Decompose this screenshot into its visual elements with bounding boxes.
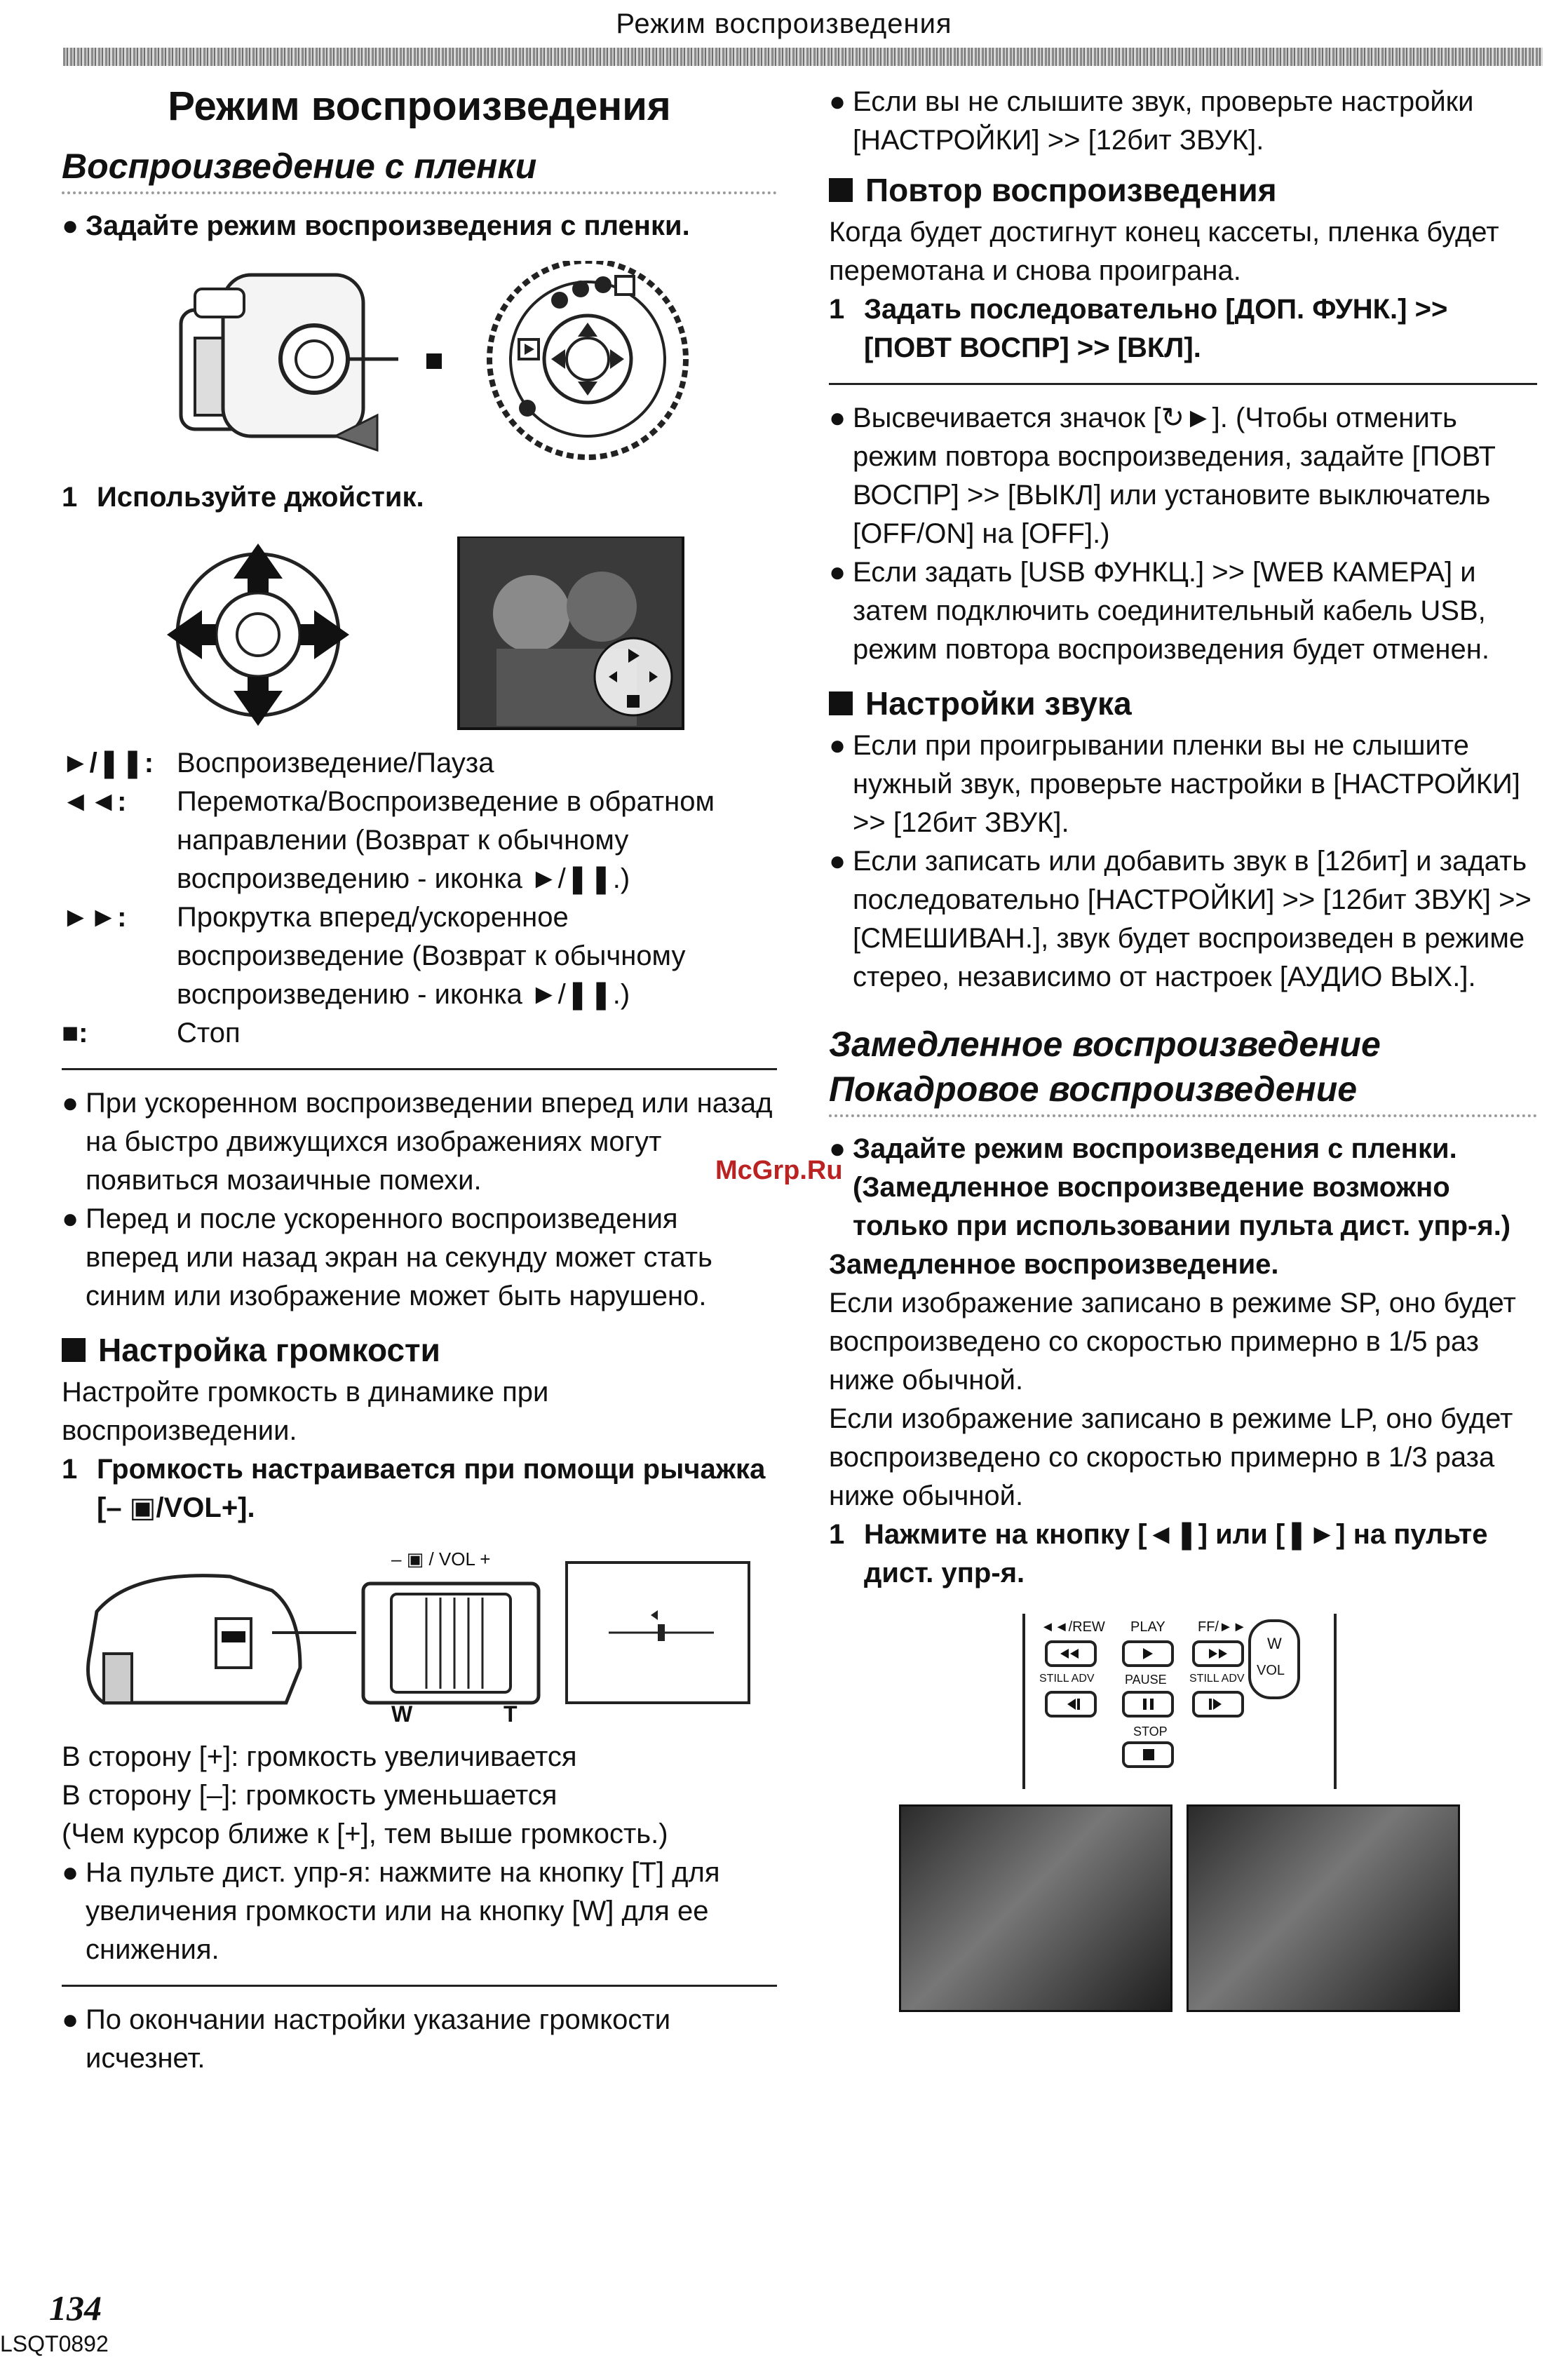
remote-w-label: W xyxy=(1267,1635,1282,1652)
camera-mode-dial-figure xyxy=(167,261,728,471)
note-mosaic: ● При ускоренном воспроизведении вперед или назад на быстро движущихся изображениях могут появиться мозаичные помехи. xyxy=(62,1088,773,1196)
right-column xyxy=(829,83,1537,2012)
joystick-controls-list xyxy=(62,744,777,1053)
lever-t-label: T xyxy=(503,1701,518,1727)
remote-stop-label: STOP xyxy=(1133,1725,1168,1739)
volume-cursor-line: (Чем курсор ближе к [+], тем выше громкость.) xyxy=(62,1818,668,1849)
volume-lever-figure xyxy=(62,1548,777,1727)
volume-up-line: В сторону [+]: громкость увеличивается xyxy=(62,1741,577,1772)
volume-intro: Настройте громкость в динамике при воспроизведении. xyxy=(62,1377,549,1446)
doc-code: LSQT0892 xyxy=(0,2331,109,2356)
frame-title: Покадровое воспроизведение xyxy=(829,1069,1358,1109)
remote-rew-label: ◄◄/REW xyxy=(1041,1619,1105,1635)
volume-remote-bullet: ● На пульте дист. упр-я: нажмите на кнопку [T] для увеличения громкости или на кнопку [W] для ее снижения. xyxy=(62,1857,720,1965)
note-blue-screen: ● Перед и после ускоренного воспроизведения вперед или назад экран на секунду может стать синим или изображение может быть нарушено. xyxy=(62,1203,712,1311)
joystick-figure xyxy=(62,536,777,733)
lever-w-label: W xyxy=(391,1701,413,1727)
slow-subheading: Замедленное воспроизведение. xyxy=(829,1249,1279,1280)
slow-title: Замедленное воспроизведение xyxy=(829,1025,1381,1064)
control-play-pause: ►/❚❚: Воспроизведение/Пауза xyxy=(62,748,494,778)
sound-heading: Настройки звука xyxy=(829,684,1537,722)
sound-check-bullet: ● Если вы не слышите звук, проверьте настройки [НАСТРОЙКИ] >> [12бит ЗВУК]. xyxy=(829,86,1474,156)
remote-illustration xyxy=(1018,1614,1341,1789)
sound-bullet-2: ● Если записать или добавить звук в [12бит] и задать последовательно [НАСТРОЙКИ] >> [12бит ЗВУК] >> [СМЕШИВАН.], звук будет воспроизведен в режиме стерео, независимо от настроек [АУДИО ВЫХ.]. xyxy=(829,846,1532,992)
sound-bullet-1: ● Если при проигрывании пленки вы не слышите нужный звук, проверьте настройки в [НАСТРОЙКИ] >> [12бит ЗВУК]. xyxy=(829,730,1520,838)
repeat-heading: Повтор воспроизведения xyxy=(829,171,1537,209)
remote-still-left-label: STILL ADV xyxy=(1039,1673,1095,1685)
photo-frame-2 xyxy=(1187,1804,1460,2012)
intro-bullet: ● Задайте режим воспроизведения с пленки. xyxy=(62,210,690,241)
slow-step: 1 Нажмите на кнопку [◄❚] или [❚►] на пульте дист. упр-я. xyxy=(829,1519,1488,1588)
playback-photos xyxy=(899,1804,1537,2012)
lever-label: – ▣ / VOL + xyxy=(391,1548,491,1570)
volume-down-line: В сторону [–]: громкость уменьшается xyxy=(62,1780,557,1811)
photo-frame-1 xyxy=(899,1804,1172,2012)
volume-step: 1 Громкость настраивается при помощи рычажка [– ▣/VOL+]. xyxy=(62,1454,766,1523)
control-stop: ■: Стоп xyxy=(62,1018,241,1048)
page-number: 134 xyxy=(49,2288,102,2328)
divider-rule-3 xyxy=(829,383,1537,385)
left-column xyxy=(62,77,777,2078)
slow-sp-para: Если изображение записано в режиме SP, оно будет воспроизведено со скоростью примерно в 1/5 раз ниже обычной. xyxy=(829,1288,1516,1396)
repeat-step: 1 Задать последовательно [ДОП. ФУНК.] >> [ПОВТ ВОСПР] >> [ВКЛ]. xyxy=(829,294,1448,363)
divider-rule-2 xyxy=(62,1985,777,1987)
watermark: McGrp.Ru xyxy=(715,1156,843,1185)
remote-still-right-label: STILL ADV xyxy=(1189,1673,1245,1685)
page-title: Режим воспроизведения xyxy=(168,83,671,129)
header-bar xyxy=(63,48,1543,66)
running-header: Режим воспроизведения xyxy=(616,8,952,39)
remote-figure xyxy=(1018,1614,1341,1789)
section-title-tape: Воспроизведение с пленки xyxy=(62,147,537,186)
volume-disappear-note: ● По окончании настройки указание громкости исчезнет. xyxy=(62,2004,671,2074)
section-divider-2 xyxy=(829,1114,1537,1117)
repeat-intro: Когда будет достигнут конец кассеты, пленка будет перемотана и снова проиграна. xyxy=(829,217,1499,286)
step1-joystick: 1 Используйте джойстик. xyxy=(62,482,424,513)
remote-pause-label: PAUSE xyxy=(1125,1673,1167,1687)
control-rewind: ◄◄: Перемотка/Воспроизведение в обратном направлении (Возврат к обычному воспроизведению - иконка ►/❚❚.) xyxy=(62,786,715,894)
control-fast-forward: ►►: Прокрутка вперед/ускоренное воспроизведение (Возврат к обычному воспроизведению - иконка ►/❚❚.) xyxy=(62,902,686,1010)
repeat-bullet-usb: ● Если задать [USB ФУНКЦ.] >> [WEB КАМЕРА] и затем подключить соединительный кабель USB, режим повтора воспроизведения будет отменен. xyxy=(829,557,1489,665)
remote-vol-label: VOL xyxy=(1257,1663,1285,1678)
slow-intro-bullet: ● Задайте режим воспроизведения с пленки. (Замедленное воспроизведение возможно только при использовании пульта дист. упр-я.) xyxy=(829,1133,1511,1241)
remote-ff-label: FF/►► xyxy=(1198,1619,1247,1635)
repeat-bullet-icon: ● Высвечивается значок [↻►]. (Чтобы отменить режим повтора воспроизведения, задайте [ПОВТ ВОСПР] >> [ВЫКЛ] или установите выключатель [OFF/ON] на [OFF].) xyxy=(829,403,1496,549)
divider-rule xyxy=(62,1068,777,1070)
slow-lp-para: Если изображение записано в режиме LP, оно будет воспроизведено со скоростью примерно в 1/3 раза ниже обычной. xyxy=(829,1403,1513,1511)
remote-play-label: PLAY xyxy=(1130,1619,1165,1635)
volume-heading: Настройка громкости xyxy=(62,1331,777,1369)
joystick-illustration xyxy=(62,536,777,733)
volume-lever-illustration xyxy=(62,1548,777,1724)
camera-dial-illustration xyxy=(167,261,728,471)
section-divider xyxy=(62,191,777,194)
